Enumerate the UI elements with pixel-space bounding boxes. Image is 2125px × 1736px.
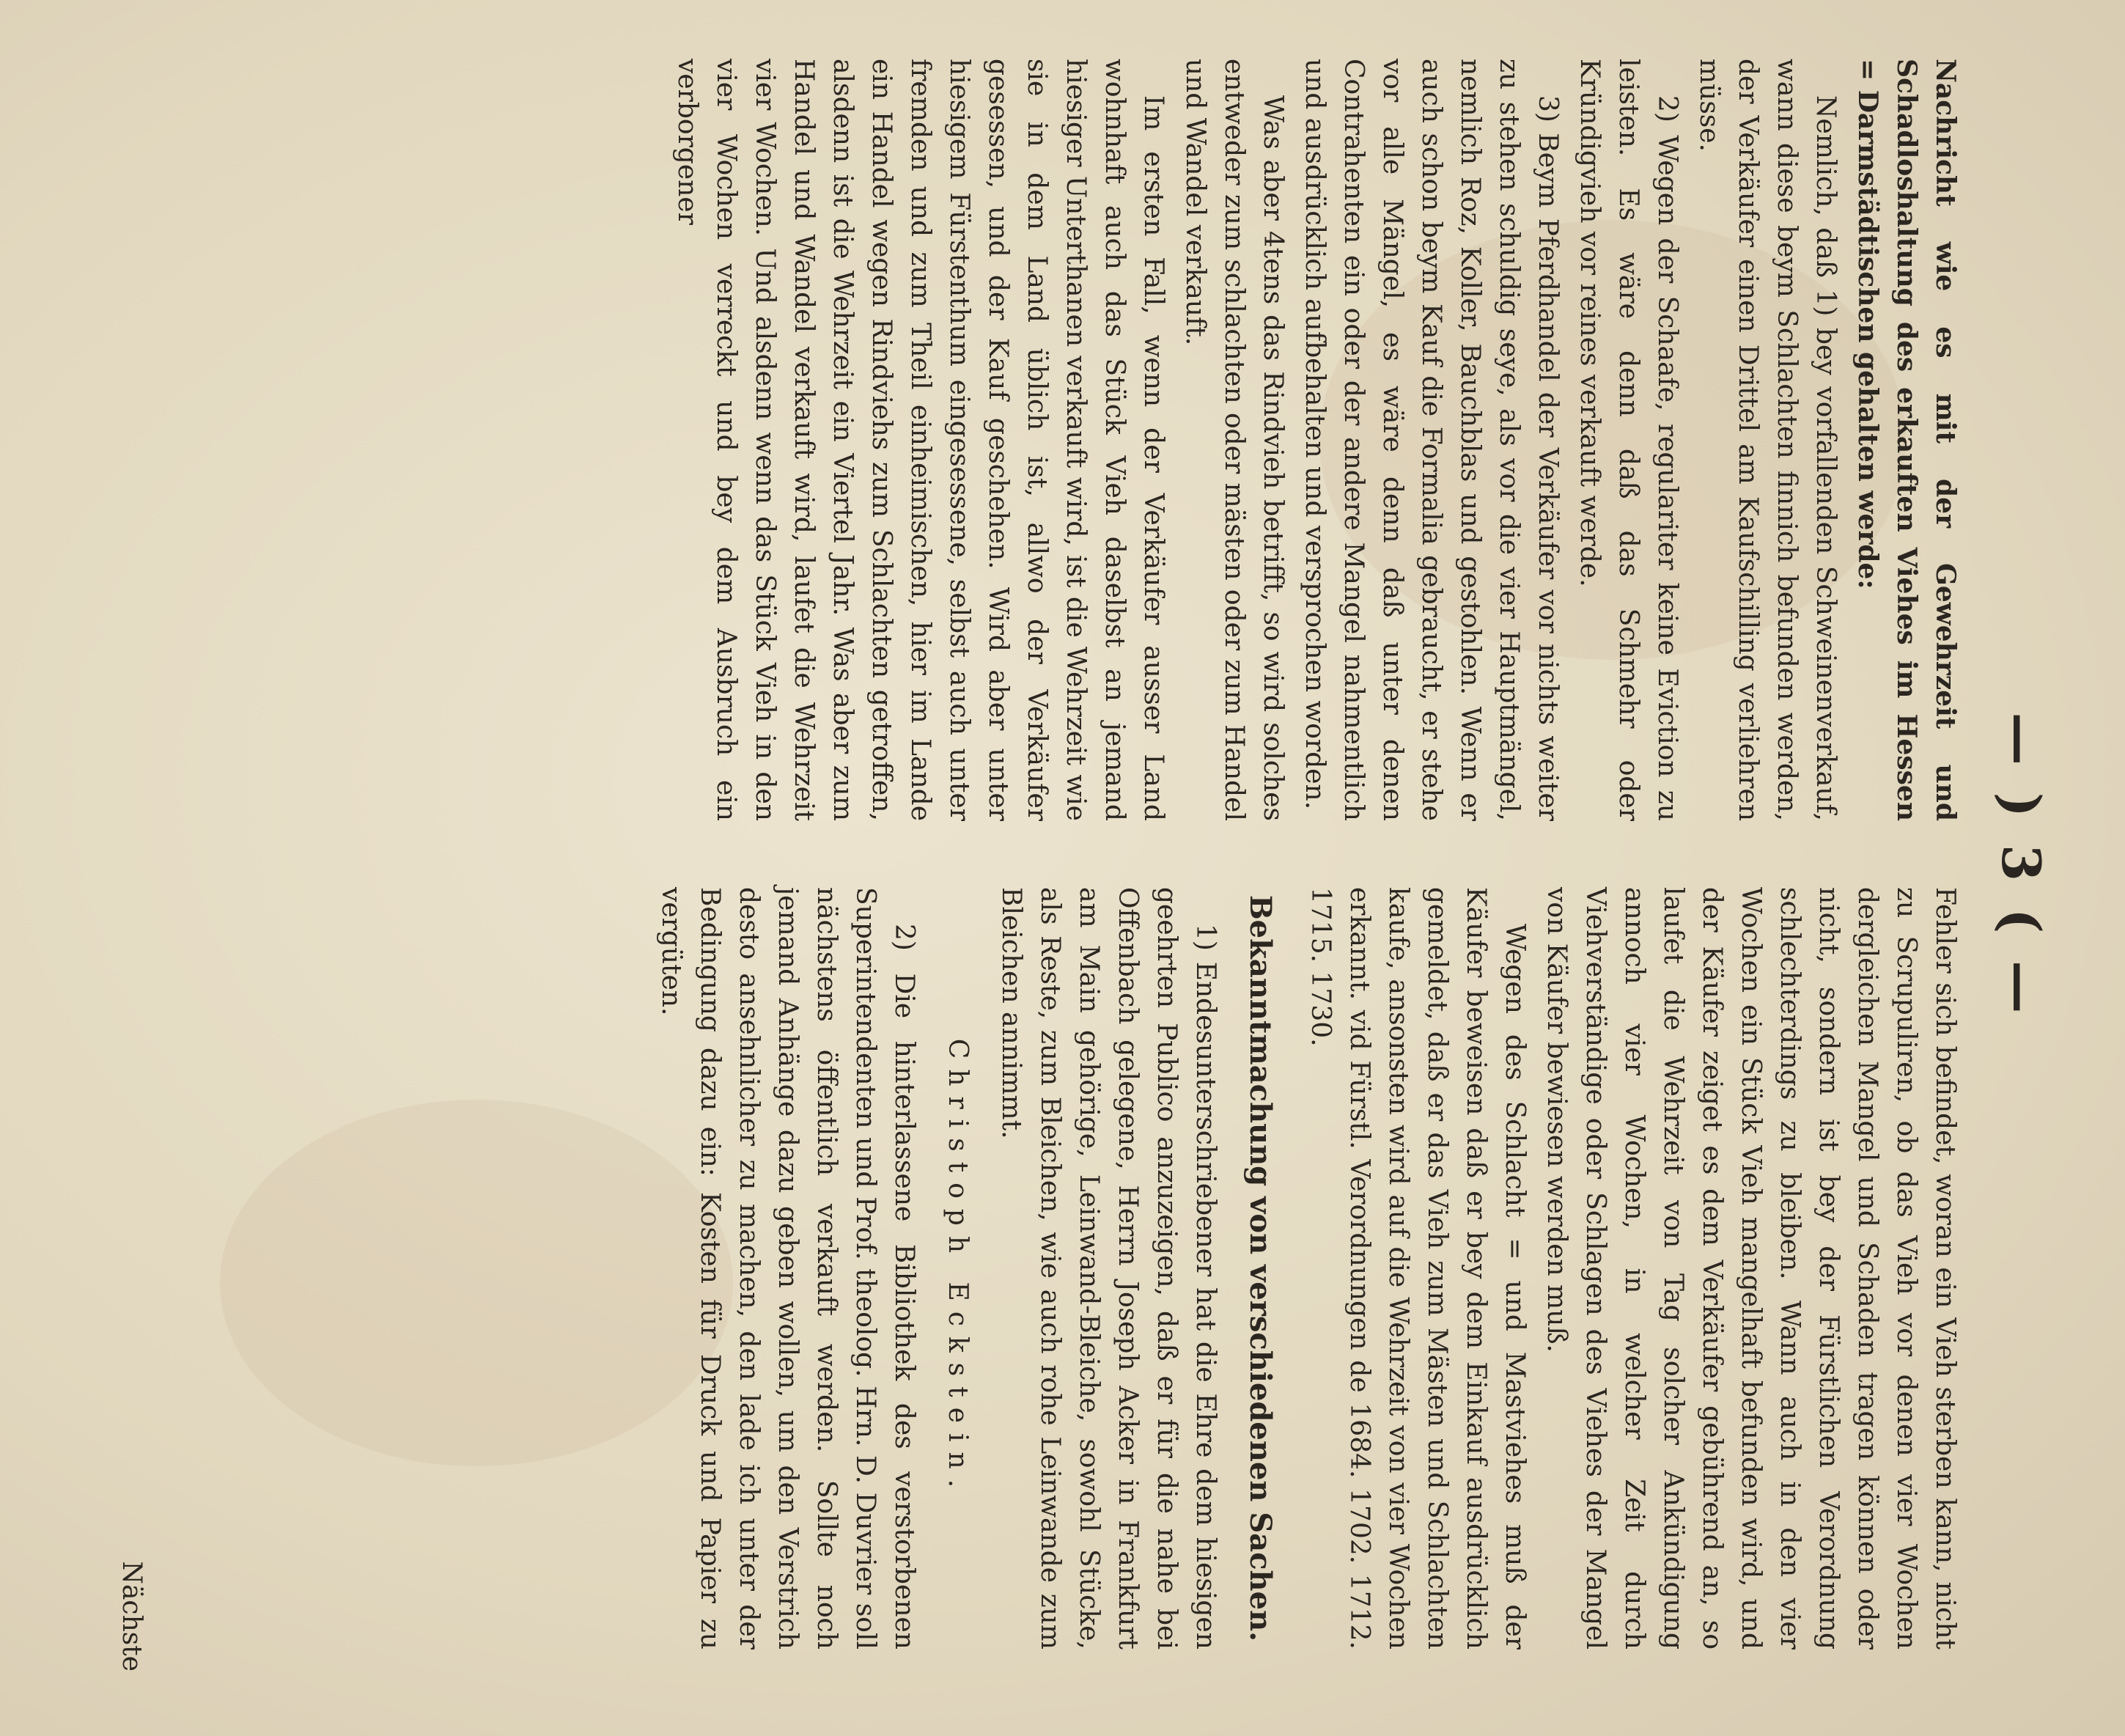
paragraph: Was aber 4tens das Rindvieh betrifft, so wird solches entweder zum schlachten oder mästen oder zum Handel und Wandel verkauft. [1180,59,1288,821]
section-heading: Bekanntmachung von verschiedenen Sachen. [1243,894,1278,1642]
paragraph: Fehler sich befindet, woran ein Vieh sterben kann, nicht zu Scrupuliren, ob das Vieh vor denen vier Wochen dergleichen Mangel und Schaden tragen können oder nicht, sondern ist bey der Fürstlichen Verordnung schlechterdings zu bleiben. Wann auch in den vier Wochen ein Stück Vieh mangelhaft befunden wird, und der Käufer zeiget es dem Verkäufer gebührend an, so laufet die Wehrzeit von Tag solcher Ankündigung annoch vier Wochen, in welcher Zeit durch Viehverständige oder Schlagen des Viehes der Mangel von Käufer bewiesen werden muß. [1542,887,1960,1649]
paragraph: 2) Wegen der Schaafe, regulariter keine Eviction zu leisten. Es wäre denn daß das Schmehr oder Kründigvieh vor reines verkauft werde. [1575,59,1682,821]
paragraph: 1) Endesunterschriebener hat die Ehre dem hiesigen geehrten Publico anzuzeigen, daß er für die nahe bei Offenbach gelegene, Herrn Joseph Acker in Frankfurt am Main gehörige, Leinwand-Bleiche, sowohl Stücke, als Reste, zum Bleichen, wie auch rohe Leinwande zum Bleichen annimmt. [996,887,1220,1649]
paragraph: Nachricht wie es mit der Gewehrzeit und Schadloshaltung des erkauften Viehes im Hessen = Darmstädtischen gehalten werde: [1852,59,1961,821]
paragraph: 3) Beym Pferdhandel der Verkäufer vor nichts weiter zu stehen schuldig seye, als vor die vier Hauptmängel, nemlich Roz, Koller, Bauchblas und gestohlen. Wenn er auch schon beym Kauf die Formalia gebraucht, er stehe vor alle Mängel, es wäre denn daß unter denen Contrahenten ein oder der andere Mangel nahmentlich und ausdrücklich aufbehalten und versprochen worden. [1300,59,1563,821]
paragraph: 2) Die hinterlassene Bibliothek des verstorbenen Superintendenten und Prof. theolog. Hrn. D. Duvrier soll nächstens öffentlich verkauft werden. Sollte noch jemand Anhänge dazu geben wollen, um den Verstrich desto ansehnlicher zu machen, den lade ich unter der Bedingung dazu ein: Kosten für Druck und Papier zu vergüten. [656,887,919,1649]
paragraph: Wegen des Schlacht = und Mastviehes muß der Käufer beweisen daß er bey dem Einkauf ausdrücklich gemeldet, daß er das Vieh zum Mästen und Schlachten kaufe, ansonsten wird auf die Wehrzeit von vier Wochen erkannt. vid Fürstl. Verordnungen de 1684. 1702. 1712. 1715. 1730. [1305,887,1530,1649]
left-column [103,59,1964,821]
rotated-text-block [88,59,2052,1671]
paragraph: Im ersten Fall, wenn der Verkäufer ausser Land wohnhaft auch das Stück Vieh daselbst an jemand hiesiger Unterthanen verkauft wird, ist die Wehrzeit wie sie in dem Land üblich ist, allwo der Verkäufer gesessen, und der Kauf geschehen. Wird aber unter hiesigem Fürstenthum eingesessene, selbst auch unter fremden und zum Theil einheimischen, hier im Lande ein Handel wegen Rindviehs zum Schlachten getroffen, alsdenn ist die Wehrzeit ein Viertel Jahr. Was aber zum Handel und Wandel verkauft wird, laufet die Wehrzeit vier Wochen. Und alsdenn wenn das Stück Vieh in den vier Wochen verreckt und bey dem Ausbruch ein verborgener [672,59,1168,821]
page-header: — ) 3 ( — [1990,712,2052,1018]
right-column [103,887,1964,1649]
signature: Christoph Eckstein. [943,1038,973,1498]
catchword: Nächste [117,1561,147,1671]
paragraph: Nemlich, daß 1) bey vorfallenden Schweinenverkauf, wann diese beym Schlachten finnich befunden werden, der Verkäufer einen Drittel am Kaufschilling verliehren müsse. [1694,59,1841,821]
